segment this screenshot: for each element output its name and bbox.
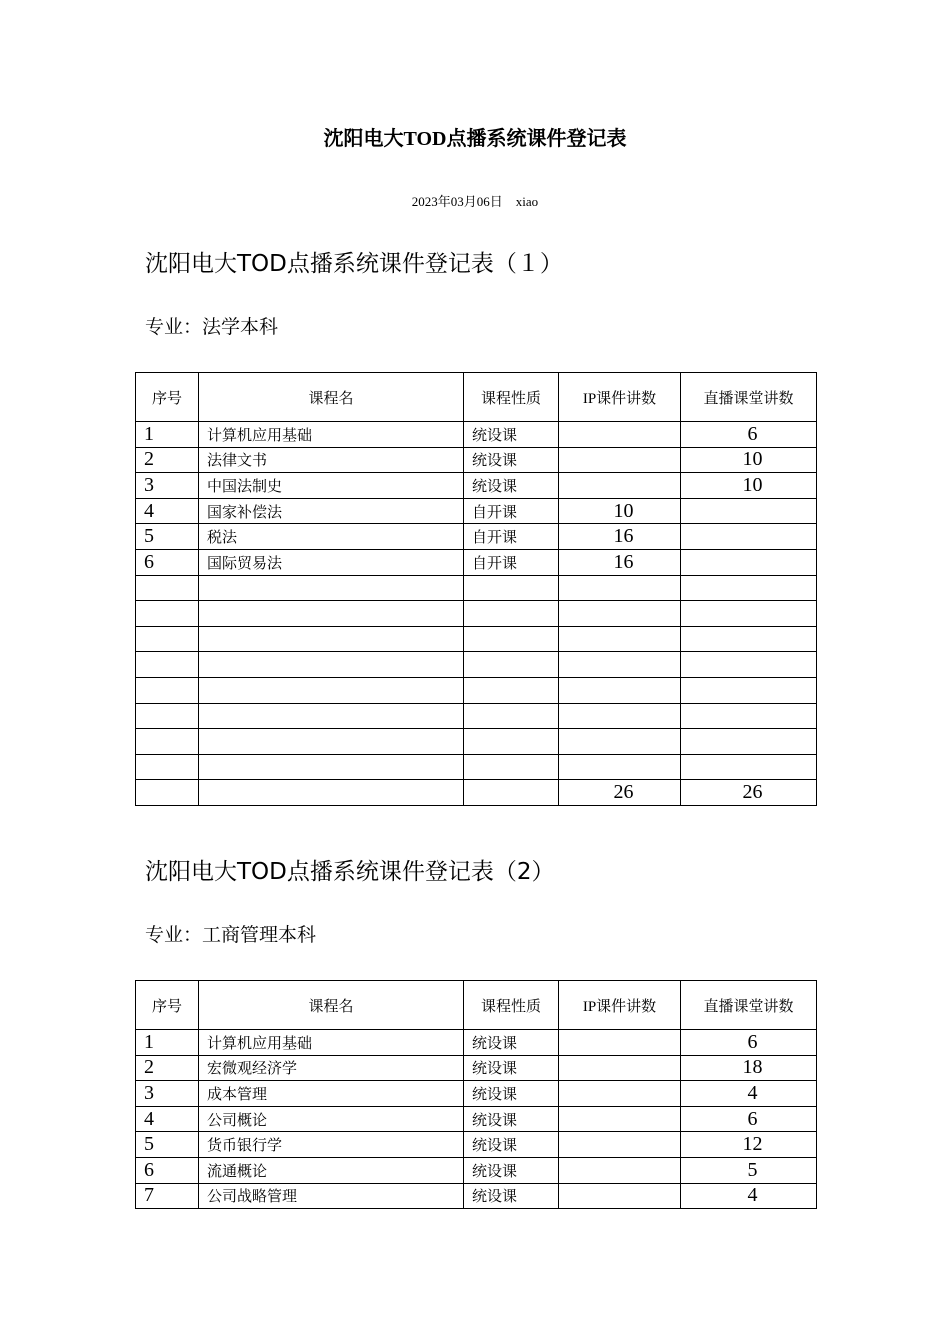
empty-cell (681, 729, 817, 755)
table-header-row (136, 373, 817, 422)
ip-lecture-count (559, 1157, 681, 1183)
empty-cell (136, 754, 199, 780)
document-date: 2023年03月06日 xiao (411, 194, 539, 209)
ip-lecture-count (559, 1055, 681, 1081)
course-type: 自开课 (464, 498, 559, 524)
live-lecture-count: 5 (681, 1157, 817, 1183)
table-row (136, 1030, 817, 1056)
col-header-ip: IP课件讲数 (559, 373, 681, 422)
live-lecture-count: 12 (681, 1132, 817, 1158)
empty-cell (464, 652, 559, 678)
empty-cell (199, 677, 464, 703)
row-number: 1 (136, 1030, 199, 1056)
live-lecture-count (681, 549, 817, 575)
live-lecture-count: 6 (681, 422, 817, 448)
course-name: 税法 (199, 524, 464, 550)
empty-row (136, 626, 817, 652)
empty-row (136, 754, 817, 780)
empty-cell (464, 703, 559, 729)
document-title: 沈阳电大TOD点播系统课件登记表 (323, 128, 627, 150)
section-2-title: 沈阳电大TOD点播系统课件登记表（2） (145, 859, 555, 885)
course-name: 公司战略管理 (199, 1183, 464, 1209)
col-header-type: 课程性质 (464, 981, 559, 1030)
empty-cell (559, 729, 681, 755)
live-lecture-count (681, 524, 817, 550)
empty-row (136, 703, 817, 729)
col-header-no: 序号 (136, 981, 199, 1030)
col-header-live: 直播课堂讲数 (681, 981, 817, 1030)
course-type: 统设课 (464, 1183, 559, 1209)
row-number: 2 (136, 1055, 199, 1081)
empty-cell (559, 677, 681, 703)
empty-cell (199, 601, 464, 627)
row-number: 3 (136, 473, 199, 499)
live-total: 26 (681, 780, 817, 806)
ip-lecture-count (559, 473, 681, 499)
section-1-title: 沈阳电大TOD点播系统课件登记表（１） (145, 251, 563, 277)
empty-cell (559, 626, 681, 652)
empty-cell (681, 677, 817, 703)
empty-cell (681, 575, 817, 601)
table-row (136, 1132, 817, 1158)
col-header-type: 课程性质 (464, 373, 559, 422)
row-number: 6 (136, 549, 199, 575)
live-lecture-count (681, 498, 817, 524)
table-row (136, 422, 817, 448)
empty-row (136, 652, 817, 678)
table-row (136, 447, 817, 473)
table-row (136, 1157, 817, 1183)
empty-cell (199, 703, 464, 729)
course-type: 自开课 (464, 549, 559, 575)
course-name: 成本管理 (199, 1081, 464, 1107)
empty-cell (464, 754, 559, 780)
row-number: 6 (136, 1157, 199, 1183)
ip-total: 26 (559, 780, 681, 806)
empty-cell (199, 652, 464, 678)
empty-cell (136, 601, 199, 627)
ip-lecture-count (559, 1106, 681, 1132)
live-lecture-count: 4 (681, 1081, 817, 1107)
col-header-live: 直播课堂讲数 (681, 373, 817, 422)
empty-cell (464, 575, 559, 601)
empty-cell (136, 780, 199, 806)
course-name: 宏微观经济学 (199, 1055, 464, 1081)
table-row (136, 1081, 817, 1107)
course-name: 中国法制史 (199, 473, 464, 499)
ip-lecture-count (559, 447, 681, 473)
empty-cell (464, 626, 559, 652)
course-type: 统设课 (464, 1106, 559, 1132)
empty-cell (136, 729, 199, 755)
live-lecture-count: 6 (681, 1106, 817, 1132)
section-1-major: 专业：法学本科 (145, 316, 279, 338)
col-header-course: 课程名 (199, 981, 464, 1030)
row-number: 3 (136, 1081, 199, 1107)
empty-cell (559, 575, 681, 601)
empty-cell (136, 677, 199, 703)
live-lecture-count: 10 (681, 473, 817, 499)
table-row (136, 498, 817, 524)
row-number: 4 (136, 1106, 199, 1132)
ip-lecture-count: 16 (559, 524, 681, 550)
row-number: 5 (136, 1132, 199, 1158)
course-type: 统设课 (464, 473, 559, 499)
empty-cell (559, 652, 681, 678)
course-type: 统设课 (464, 1055, 559, 1081)
table-header-row (136, 981, 817, 1030)
row-number: 5 (136, 524, 199, 550)
empty-row (136, 677, 817, 703)
empty-cell (136, 626, 199, 652)
table-row (136, 473, 817, 499)
empty-row (136, 601, 817, 627)
live-lecture-count: 10 (681, 447, 817, 473)
empty-cell (199, 780, 464, 806)
empty-cell (681, 754, 817, 780)
empty-cell (681, 601, 817, 627)
course-type: 统设课 (464, 447, 559, 473)
course-type: 统设课 (464, 422, 559, 448)
section-1-table (135, 372, 817, 806)
empty-cell (199, 626, 464, 652)
empty-cell (464, 601, 559, 627)
live-lecture-count: 18 (681, 1055, 817, 1081)
ip-lecture-count (559, 1081, 681, 1107)
empty-cell (136, 652, 199, 678)
ip-lecture-count: 10 (559, 498, 681, 524)
empty-cell (681, 652, 817, 678)
table-row (136, 1055, 817, 1081)
course-name: 计算机应用基础 (199, 422, 464, 448)
empty-cell (136, 575, 199, 601)
course-name: 国际贸易法 (199, 549, 464, 575)
row-number: 1 (136, 422, 199, 448)
table-row (136, 524, 817, 550)
col-header-ip: IP课件讲数 (559, 981, 681, 1030)
empty-cell (464, 729, 559, 755)
empty-cell (199, 729, 464, 755)
course-name: 国家补偿法 (199, 498, 464, 524)
course-type: 统设课 (464, 1030, 559, 1056)
empty-cell (136, 703, 199, 729)
ip-lecture-count (559, 1183, 681, 1209)
course-name: 货币银行学 (199, 1132, 464, 1158)
section-2-table-body (136, 1030, 817, 1209)
course-type: 统设课 (464, 1081, 559, 1107)
empty-cell (559, 754, 681, 780)
section-2-table (135, 980, 817, 1209)
empty-cell (681, 703, 817, 729)
ip-lecture-count (559, 422, 681, 448)
course-name: 流通概论 (199, 1157, 464, 1183)
empty-cell (559, 703, 681, 729)
row-number: 4 (136, 498, 199, 524)
empty-cell (199, 575, 464, 601)
ip-lecture-count: 16 (559, 549, 681, 575)
empty-cell (559, 601, 681, 627)
section-1-table-body (136, 422, 817, 806)
table-row (136, 549, 817, 575)
ip-lecture-count (559, 1030, 681, 1056)
empty-cell (464, 780, 559, 806)
empty-row (136, 575, 817, 601)
table-row (136, 1183, 817, 1209)
course-type: 统设课 (464, 1132, 559, 1158)
live-lecture-count: 6 (681, 1030, 817, 1056)
ip-lecture-count (559, 1132, 681, 1158)
live-lecture-count: 4 (681, 1183, 817, 1209)
col-header-course: 课程名 (199, 373, 464, 422)
table-row (136, 1106, 817, 1132)
section-2-major: 专业：工商管理本科 (145, 924, 317, 946)
empty-cell (464, 677, 559, 703)
course-name: 公司概论 (199, 1106, 464, 1132)
row-number: 2 (136, 447, 199, 473)
empty-cell (199, 754, 464, 780)
course-type: 统设课 (464, 1157, 559, 1183)
course-name: 法律文书 (199, 447, 464, 473)
empty-row (136, 729, 817, 755)
course-type: 自开课 (464, 524, 559, 550)
totals-row (136, 780, 817, 806)
col-header-no: 序号 (136, 373, 199, 422)
course-name: 计算机应用基础 (199, 1030, 464, 1056)
row-number: 7 (136, 1183, 199, 1209)
empty-cell (681, 626, 817, 652)
